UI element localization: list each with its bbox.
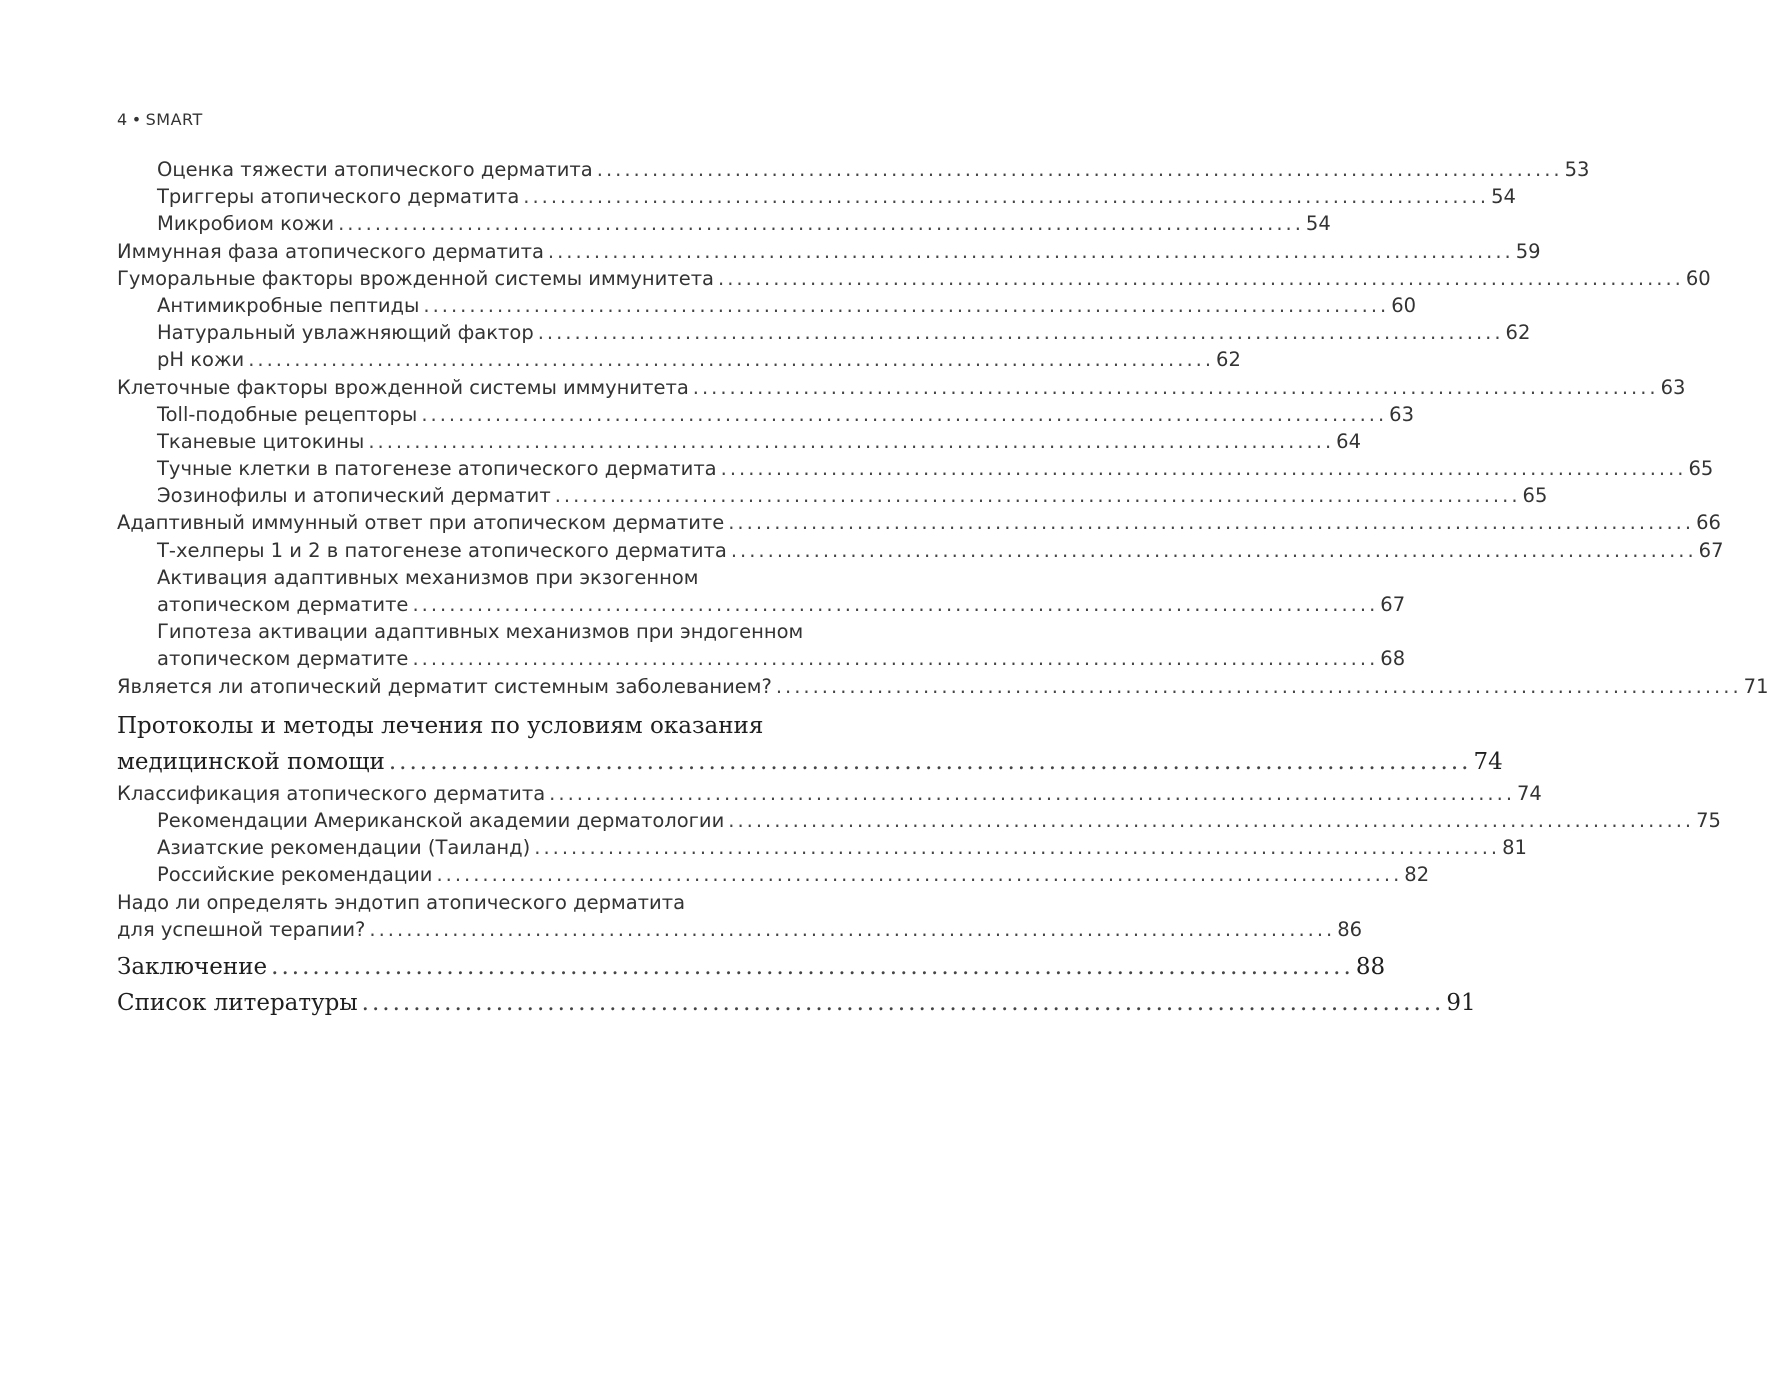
- toc-entry[interactable]: [117, 292, 1417, 319]
- toc-entry-title: Иммунная фаза атопического дерматита: [117, 239, 544, 263]
- toc-entry-title: Тучные клетки в патогенезе атопического дерматита: [157, 457, 717, 481]
- toc-section-title: Протоколы и методы лечения по условиям оказания: [117, 712, 764, 739]
- dot-leader: .........................................................................................................: [718, 266, 1684, 290]
- toc-entry-title-continued: атопическом дерматите: [157, 593, 409, 616]
- toc-entry-page: 82: [1404, 863, 1430, 887]
- dot-leader: .........................................................................................................: [728, 511, 1695, 535]
- toc-entry-title: Гипотеза активации адаптивных механизмов при эндогенном: [157, 620, 804, 644]
- toc-section-page: 74: [1473, 748, 1503, 775]
- toc-entry-page: 59: [1515, 239, 1541, 263]
- toc-entry-page: 63: [1389, 402, 1414, 426]
- toc-entry[interactable]: [117, 156, 1590, 183]
- toc-entry[interactable]: [117, 780, 1542, 807]
- dot-leader: .........................................................................................................: [523, 185, 1490, 209]
- toc-entry-page: 66: [1696, 511, 1721, 535]
- toc-entry-page: 62: [1216, 348, 1241, 372]
- toc-entry-title: Оценка тяжести атопического дерматита: [157, 158, 593, 181]
- dot-leader: .........................................................................................................: [248, 348, 1215, 372]
- dot-leader: .........................................................................................................: [549, 781, 1516, 805]
- toc-section-title-continued: медицинской помощи: [117, 748, 385, 775]
- toc-entry-title: Toll-подобные рецепторы: [157, 402, 418, 426]
- toc-section[interactable]: [117, 985, 1476, 1021]
- running-header: [117, 110, 203, 129]
- toc-entry-title: Тканевые цитокины: [157, 429, 365, 453]
- toc-entry-first-line[interactable]: [117, 618, 887, 645]
- toc-entry-title: pH кожи: [157, 348, 245, 372]
- toc-entry[interactable]: [117, 861, 1430, 888]
- dot-leader: .........................................................................................................: [368, 429, 1335, 453]
- toc-entry-title: Эозинофилы и атопический дерматит: [157, 484, 551, 508]
- toc-entry[interactable]: [117, 428, 1361, 455]
- toc-entry-page: 60: [1391, 293, 1417, 317]
- toc-entry[interactable]: [117, 319, 1531, 346]
- toc-entry-page: 63: [1660, 375, 1686, 399]
- toc-entry[interactable]: [117, 455, 1714, 482]
- toc-section-first-line[interactable]: [117, 708, 887, 744]
- toc-entry-title-continued: атопическом дерматите: [157, 647, 409, 671]
- toc-entry-page: 86: [1337, 917, 1363, 941]
- dot-leader: .........................................................................................................: [596, 158, 1563, 181]
- toc-entry-title: Является ли атопический дерматит системным заболеванием?: [117, 674, 772, 698]
- toc-entry[interactable]: [117, 807, 1721, 834]
- toc-entry[interactable]: [117, 210, 1331, 237]
- dot-leader: .........................................................................................................: [361, 989, 1445, 1016]
- toc-entry-title: Азиатские рекомендации (Таиланд): [157, 836, 531, 860]
- toc-entry-page: 65: [1522, 484, 1548, 508]
- toc-entry-title: Классификация атопического дерматита: [117, 781, 546, 805]
- toc-entry-page: 62: [1505, 321, 1531, 345]
- dot-leader: .........................................................................................................: [423, 293, 1390, 317]
- dot-leader: .........................................................................................................: [720, 457, 1687, 481]
- toc-section[interactable]: [117, 744, 1503, 780]
- dot-leader: .........................................................................................................: [412, 647, 1379, 671]
- toc-entry-first-line[interactable]: [117, 889, 887, 916]
- dot-leader: .........................................................................................................: [338, 212, 1304, 236]
- toc-section-title: Список литературы: [117, 989, 358, 1016]
- page-number: 4: [117, 110, 128, 129]
- dot-leader: .........................................................................................................: [730, 538, 1697, 562]
- toc-entry[interactable]: [117, 645, 1406, 672]
- toc-entry[interactable]: [117, 265, 1711, 292]
- toc-entry-title: Т-хелперы 1 и 2 в патогенезе атопического дерматита: [157, 538, 727, 562]
- toc-entry-page: 60: [1685, 266, 1711, 290]
- toc-entry-title: Микробиом кожи: [157, 212, 335, 236]
- toc-entry[interactable]: [117, 183, 1516, 210]
- dot-leader: .........................................................................................................: [554, 484, 1521, 508]
- toc-entry-title: Клеточные факторы врожденной системы иммунитета: [117, 375, 689, 399]
- toc-entry-page: 64: [1336, 429, 1361, 453]
- toc-entry[interactable]: [117, 482, 1548, 509]
- toc-entry-title: Активация адаптивных механизмов при экзогенном: [157, 565, 699, 589]
- dot-leader: .........................................................................................................: [421, 402, 1388, 426]
- toc-entry[interactable]: [117, 537, 1724, 564]
- toc-entry-title: Рекомендации Американской академии дерматологии: [157, 808, 725, 832]
- toc-entry[interactable]: [117, 509, 1721, 536]
- toc-section-page: 91: [1446, 989, 1476, 1016]
- dot-leader: .........................................................................................................: [412, 593, 1379, 616]
- toc-entry-page: 75: [1696, 808, 1721, 832]
- toc-entry-page: 67: [1698, 538, 1724, 562]
- toc-entry[interactable]: [117, 238, 1541, 265]
- dot-leader: .........................................................................................................: [728, 808, 1695, 832]
- toc-entry-title: Антимикробные пептиды: [157, 293, 420, 317]
- toc-entry-page: 68: [1380, 647, 1406, 671]
- dot-leader: .........................................................................................................: [537, 321, 1504, 345]
- toc-entry-title: Адаптивный иммунный ответ при атопическом дерматите: [117, 511, 725, 535]
- dot-leader: .........................................................................................................: [534, 836, 1501, 860]
- toc-entry[interactable]: [117, 374, 1686, 401]
- toc-entry-page: 71: [1743, 674, 1768, 698]
- toc-entry-page: 54: [1305, 212, 1331, 236]
- toc-entry[interactable]: [117, 916, 1363, 943]
- series-title: SMART: [145, 110, 203, 129]
- dot-leader: .........................................................................................................: [547, 239, 1514, 263]
- dot-leader: .........................................................................................................: [436, 863, 1403, 887]
- toc-entry-page: 53: [1564, 158, 1590, 181]
- toc-entry[interactable]: [117, 346, 1241, 373]
- toc-entry-title: Натуральный увлажняющий фактор: [157, 321, 534, 345]
- toc-entry-page: 67: [1380, 593, 1406, 616]
- toc-entry-page: 65: [1688, 457, 1714, 481]
- toc-entry[interactable]: [117, 401, 1414, 428]
- toc-entry-title: Триггеры атопического дерматита: [157, 185, 520, 209]
- toc-entry-title-continued: для успешной терапии?: [117, 917, 366, 941]
- toc-entry-title: Надо ли определять эндотип атопического дерматита: [117, 890, 686, 914]
- toc-section-title: Заключение: [117, 953, 268, 980]
- toc-entry[interactable]: [117, 834, 1527, 861]
- toc-entry-page: 81: [1502, 836, 1527, 860]
- toc-entry[interactable]: [117, 591, 1406, 618]
- dot-leader: .........................................................................................................: [388, 748, 1472, 775]
- toc-entry-first-line[interactable]: [117, 564, 887, 591]
- table-of-contents: [117, 156, 1768, 1021]
- dot-leader: .........................................................................................................: [775, 674, 1742, 698]
- header-separator: •: [131, 110, 142, 129]
- toc-entry-page: 54: [1491, 185, 1516, 209]
- toc-entry[interactable]: [117, 673, 1768, 700]
- toc-section[interactable]: [117, 949, 1386, 985]
- dot-leader: .........................................................................................................: [369, 917, 1336, 941]
- toc-section-page: 88: [1355, 953, 1386, 980]
- toc-entry-page: 74: [1517, 781, 1542, 805]
- toc-entry-title: Российские рекомендации: [157, 863, 433, 887]
- dot-leader: .........................................................................................................: [271, 953, 1354, 980]
- dot-leader: .........................................................................................................: [692, 375, 1659, 399]
- toc-entry-title: Гуморальные факторы врожденной системы иммунитета: [117, 266, 715, 290]
